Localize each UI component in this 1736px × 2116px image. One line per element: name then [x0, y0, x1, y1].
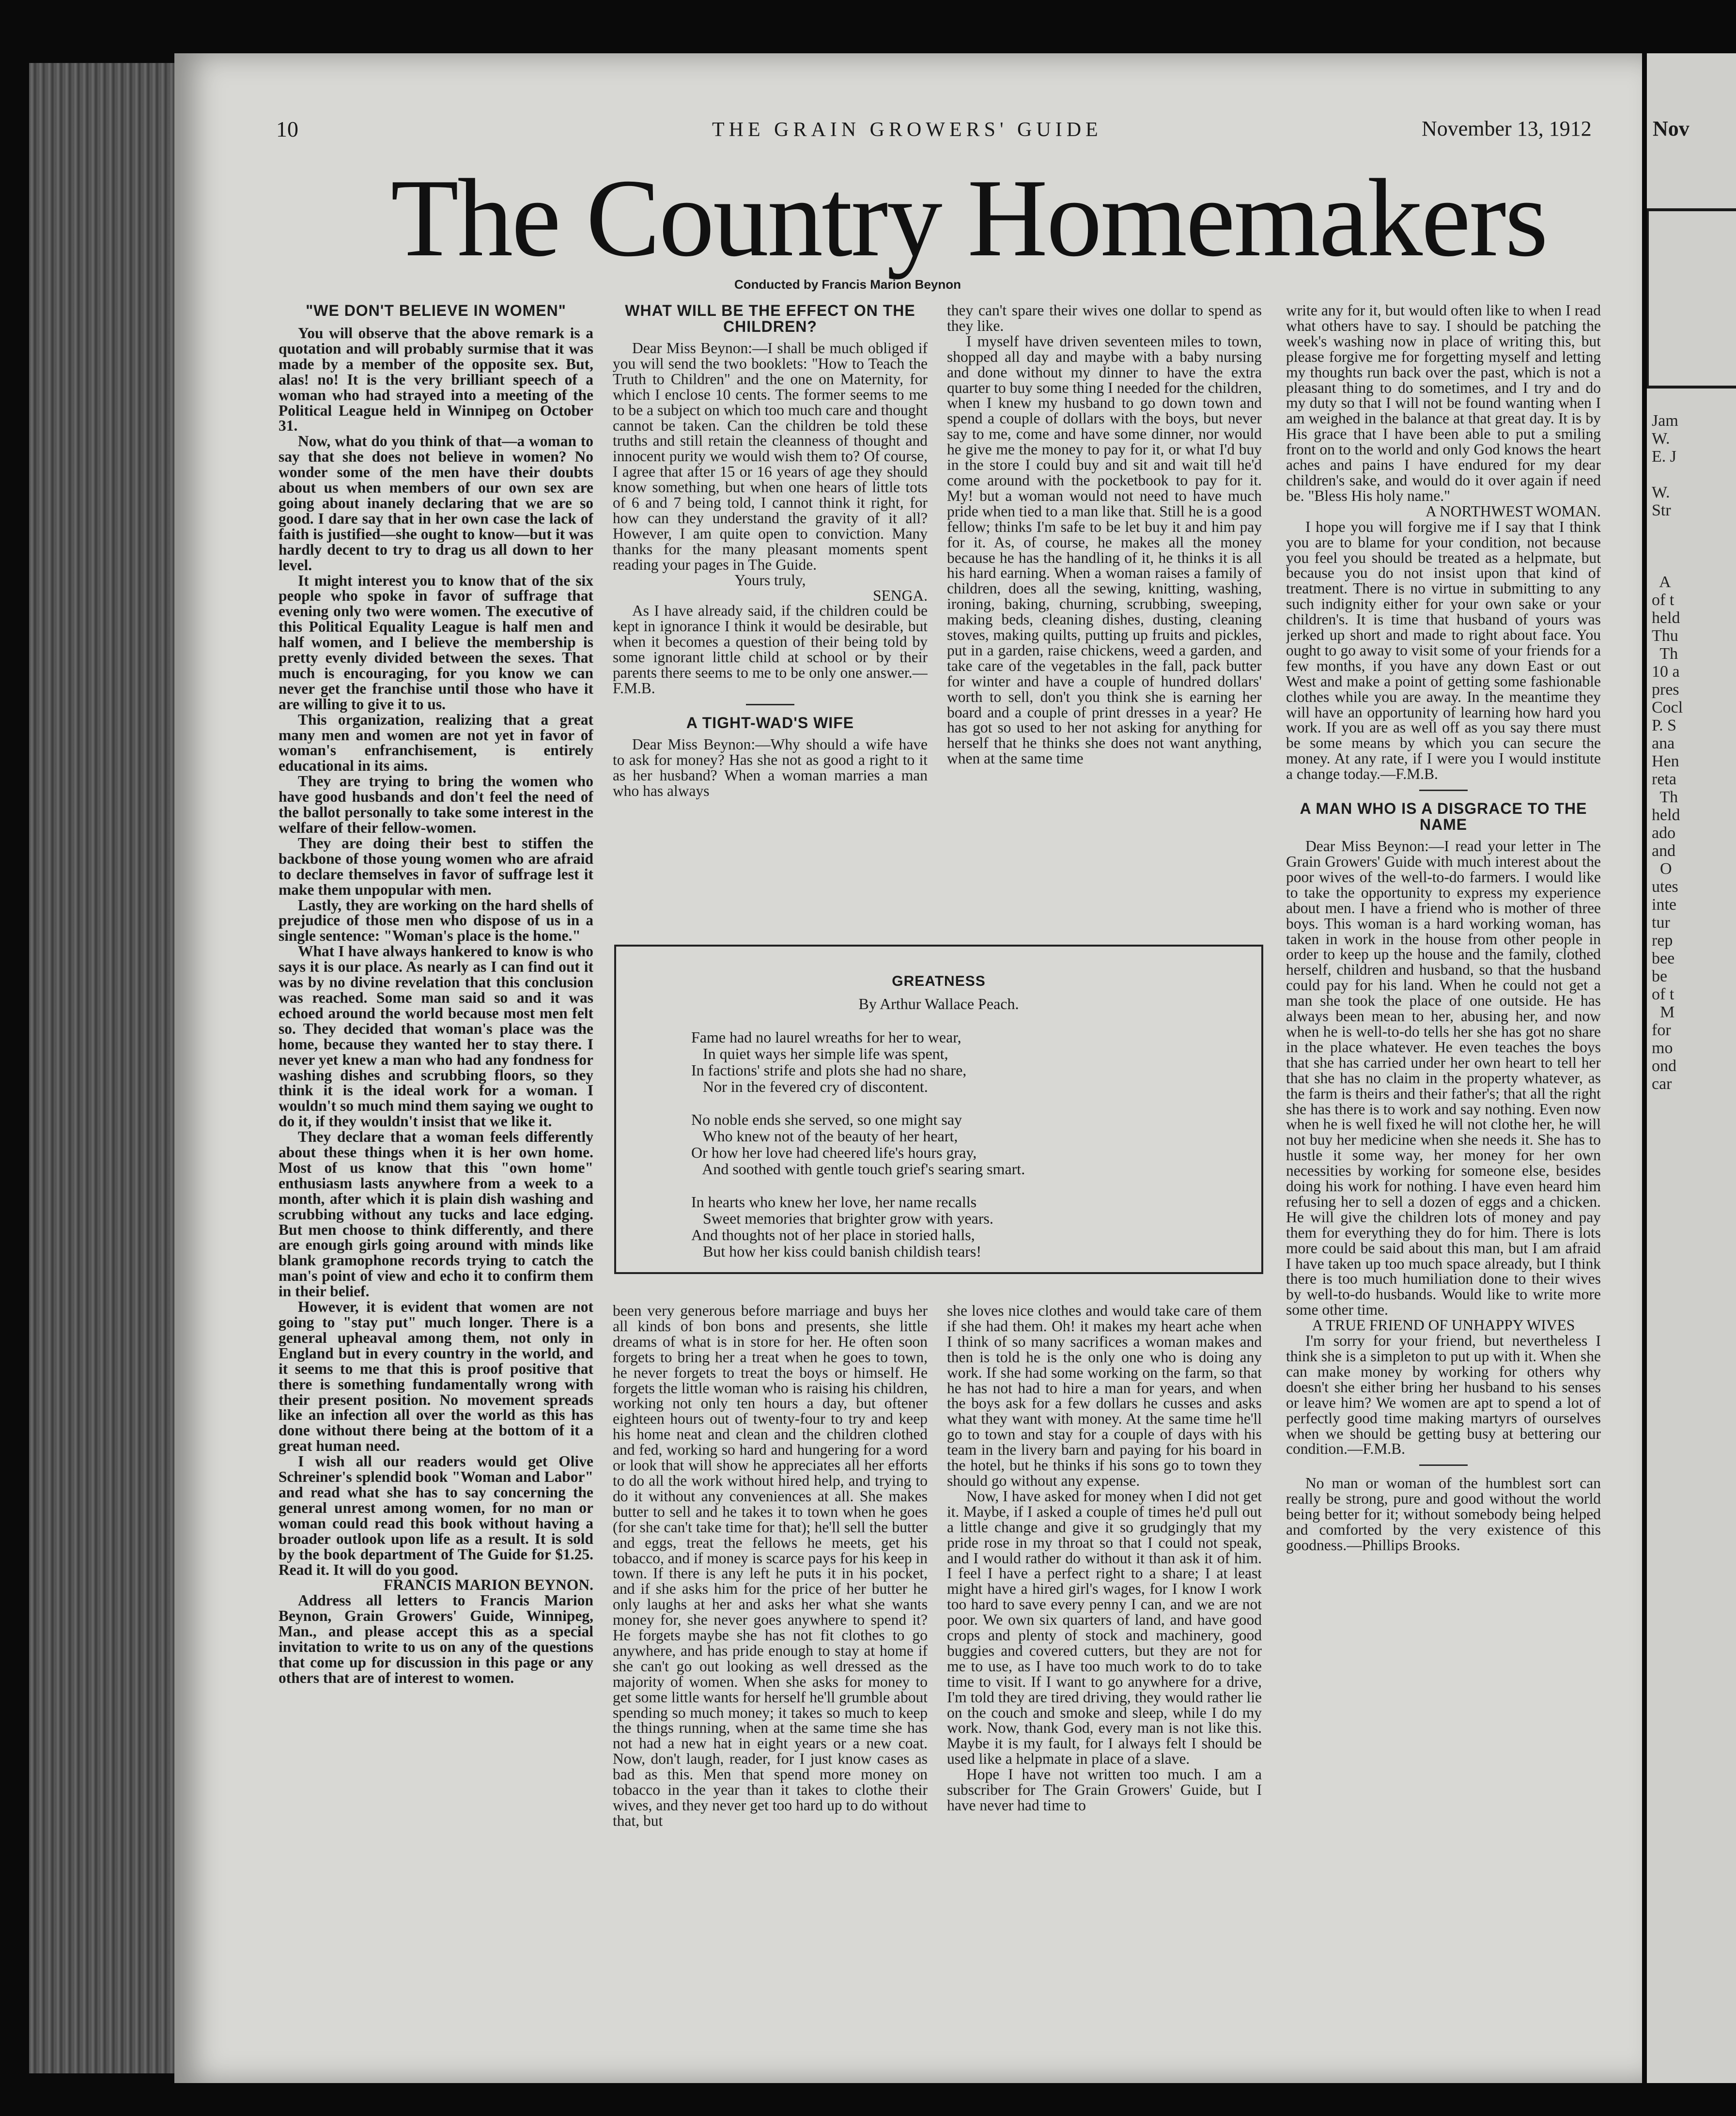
column-1 — [279, 303, 593, 1930]
poem-stanza — [691, 1111, 1234, 1177]
poem-line: And thoughts not of her place in storied halls, — [691, 1226, 975, 1244]
paragraph: What I have always hankered to know is who says it is our place. As nearly as I can find out it was by no divine revelation that this conclusion was reached. Some man said so and it was echoed around the world because most men felt so. They decided that woman's place was the home, because they wanted her to stay there. I never yet knew a man who had any fondness for washing dishes and scrubbing floors, so they think it is the ideal work for a woman. I wouldn't so much mind them saying we ought to do it, if they wouldn't insist that we like it. — [279, 943, 593, 1130]
facing-page-edge — [1647, 53, 1736, 2083]
paper-name: THE GRAIN GROWERS' GUIDE — [712, 119, 1102, 141]
signature: FRANCIS MARION BEYNON. — [383, 1576, 593, 1594]
article-heading: A MAN WHO IS A DISGRACE TO THE NAME — [1300, 800, 1587, 834]
letter-closing: Yours truly, — [734, 571, 806, 589]
letter-body: write any for it, but would often like to when I read what others have to say. I should be patching the week's washing now in place of writing this, but please forgive me for forgetting myself and letting my thoughts run back over the past, which is not a pleasant thing to do sometimes, and I try and do my duty so that I will not be found wanting when I am weighed in the balance at that great day. It is by His grace that I have been able to put a smiling front on to the world and only God knows the heart aches and pains I have endured for my dear children's sake, and would do it over again if need be. "Bless His holy name." — [1286, 303, 1601, 504]
column-3-bottom — [947, 1303, 1262, 1947]
byline: Conducted by Francis Marion Beynon — [734, 277, 961, 292]
poem-body — [691, 1029, 1234, 1276]
poem-author: By Arthur Wallace Peach. — [858, 995, 1019, 1012]
poem-line: In quiet ways her simple life was spent, — [691, 1045, 948, 1062]
divider — [1419, 1464, 1468, 1466]
editor-reply: I hope you will forgive me if I say that I think you are to blame for your condition, not because you feel you should be treated as a helpmate, but because you do not insist upon that kind of treatment. There is no virtue in submitting to any such indignity either for your own sake or your children's. It is time that husband of yours was jerked up short and made to right about face. You ought to go away to visit some of your friends for a few months, if you have any down East or out West and make a point of getting some fashionable clothes while you are away. In the meantime they will have an opportunity of learning how hard you work. If you are as well off as you say there must be some means by which you can secure the money. At any rate, if I were you I would institute a change today.—F.M.B. — [1286, 518, 1601, 783]
editor-reply: As I have already said, if the children could be kept in ignorance I think it would be desirable, but when it becomes a question of their being told by some ignorant little child at school or by their parents there seems to me to be only one answer.—F.M.B. — [613, 602, 928, 697]
letter-signature: A TRUE FRIEND OF UNHAPPY WIVES — [1312, 1317, 1575, 1334]
divider — [746, 704, 794, 705]
poem-stanza — [691, 1029, 1234, 1095]
poem-stanza — [691, 1194, 1234, 1260]
paragraph: I wish all our readers would get Olive Schreiner's splendid book "Woman and Labor" and read what she has to say concerning the general unrest among women, for no man or woman could read this book without having a broader outlook upon life as a result. It is sold by the book department of The Guide for $1.25. Read it. It will do you good. — [279, 1453, 593, 1578]
poem-line: But how her kiss could banish childish tears! — [691, 1243, 982, 1260]
column-2-bottom — [613, 1303, 928, 1947]
column-2-top — [613, 303, 928, 923]
letter-body: I myself have driven seventeen miles to town, shopped all day and maybe with a baby nursing and done without my dinner to have the extra quarter to buy some thing I needed for the children, when I knew my husband to go down town and spend a couple of dollars with the boys, but never say to me, come and have some dinner, nor would he give me the money to pay for it, or what I'd buy in the store I could buy and sit and wait till he'd come around with the pocketbook to pay for it. My! but a woman would not need to have much pride when tied to a man like that. Still he is a good fellow; thinks I'm safe to be let buy it and him pay for it. As, of course, he makes all the money because he has the handling of it, he thinks it is all his hard earning. When a woman raises a family of children, does all the sewing, knitting, washing, ironing, baking, churning, scrubbing, sweeping, making beds, cleaning dishes, dusting, cleaning stoves, making quilts, putting up fruits and pickles, put in a garden, raise chickens, weed a garden, and take care of the vegetables in the fall, pack butter for winter and have a couple of hundred dollars' worth to sell, don't you think she is earning her board and a couple of print dresses in a year? He has got so used to her not asking for anything for herself that he thinks she does not want anything, when at the same time — [947, 332, 1262, 767]
poem-line: Fame had no laurel wreaths for her to wear, — [691, 1028, 961, 1046]
poem-line: Nor in the fevered cry of discontent. — [691, 1078, 928, 1095]
poem-line: No noble ends she served, so one might say — [691, 1111, 962, 1128]
poem-line: Or how her love had cheered life's hours gray, — [691, 1144, 977, 1161]
poem-line: And soothed with gentle touch grief's searing smart. — [691, 1160, 1025, 1178]
column-4 — [1286, 303, 1601, 1950]
column-3-top — [947, 303, 1262, 923]
paragraph: It might interest you to know that of the six people who spoke in favor of suffrage that evening only two were women. The executive of this Political Equality League is half men and half women, and I believe the membership is pretty evenly divided between the sexes. That much is encouraging, for you know we can never get the franchise until those who have it are willing to give it to us. — [279, 572, 593, 713]
letter-body: they can't spare their wives one dollar to spend as they like. — [947, 303, 1262, 334]
poem-line: Sweet memories that brighter grow with years. — [691, 1210, 993, 1227]
page-title: The Country Homemakers — [390, 156, 1547, 280]
letter-body: Hope I have not written too much. I am a subscriber for The Grain Growers' Guide, but I have never had time to — [947, 1766, 1262, 1814]
poem-title: GREATNESS — [892, 973, 986, 989]
paragraph: They are doing their best to stiffen the backbone of those young women who are afraid to declare themselves in favor of suffrage lest it make them unpopular with men. — [279, 834, 593, 898]
facing-page-header: Nov — [1653, 117, 1690, 140]
letter-signature: A NORTHWEST WOMAN. — [1426, 502, 1601, 520]
book-binding-edge — [29, 63, 174, 2073]
editor-reply: I'm sorry for your friend, but nevertheless I think she is a simpleton to put up with it. When she can make money by working for others why doesn't she either bring her husband to his senses or leave him? We women are apt to spend a lot of perfectly good time making martyrs of ourselves when we should be getting busy at bettering our condition.—F.M.B. — [1286, 1332, 1601, 1458]
paragraph: They are trying to bring the women who have good husbands and don't feel the need of the ballot personally to take some interest in the welfare of their fellow-women. — [279, 773, 593, 836]
letter-signature: SENGA. — [873, 587, 928, 604]
letter-body: Dear Miss Beynon:—I shall be much obliged if you will send the two booklets: "How to Teach the Truth to Children" and the one on Maternity, for which I enclose 10 cents. The former seems to me to be a subject on which too much care and thought cannot be taken. Can the children be told these truths and still retain the cleanness of thought and innocent purity we would wish them to? Of course, I agree that after 15 or 16 years of age they should know something, but when one hears of little tots of 6 and 7 being told, I cannot think it right, for how can they understand the gravity of it all? However, I am quite open to conviction. Many thanks for the many pleasant moments spent reading your pages in The Guide. — [613, 340, 928, 573]
divider — [1419, 790, 1468, 791]
facing-page-text: Jam W. E. J W. Str A of t held Thu Th 10 a pres Cocl P. S ana Hen reta Th held ado and O utes inte tur rep bee be of t M for mo ond car — [1652, 412, 1683, 1093]
letter-body: been very generous before marriage and buys her all kinds of bon bons and presents, she little dreams of what is in store for her. He often soon forgets to bring her a treat when he goes to town, he never forgets to treat the boys or himself. He forgets the little woman who is raising his children, working not only ten hours a day, but oftener eighteen hours out of twenty-four to try and keep his home neat and clean and the children clothed and fed, working so hard and hungering for a word or look that will show he appreciates all her efforts to do all the work without hired help, and trying to do it without any conveniences at all. She makes butter to sell and he takes it to town when he goes (for she can't take time for that); he'll sell the butter and eggs, treat the fellows he meets, get his tobacco, and if money is scarce pays for his keep in town. If there is any left he puts it in his pocket, and if she asks him for the price of her butter he only laughs at her and asks her what she wants money for, she never goes anywhere to spend it? He forgets maybe she has not fit clothes to go anywhere, and has pride enough to stay at home if she can't go out looking as well dressed as the majority of women. When she asks for money to get some little wants for herself he'll grumble about spending so much money; it takes so much to keep the things running, when at the same time she has not had a new hat in eight years or a new coat. Now, don't laugh, reader, for I just know cases as bad as this. Men that spend more money on tobacco in the year than it takes to clothe their wives, and they never get too hard up to do without that, but — [613, 1303, 928, 1829]
poem-line: In factions' strife and plots she had no share, — [691, 1061, 967, 1079]
letter-body: Now, I have asked for money when I did not get it. Maybe, if I asked a couple of times he'd pull out a little change and give it so grudgingly that my pride rose in my throat so that I could not speak, and I would rather do without it than ask it of him. I feel I have a perfect right to a share; I at least might have a hired girl's wages, for I know I work too hard to save every penny I can, and we are not poor. We own six quarters of land, and have good crops and plenty of stock and machinery, good buggies and covered cutters, but they are not for me to use, as I have too much work to do to take time to visit. If I want to go anywhere for a drive, I'm told they are tired driving, they would rather lie on the couch and smoke and sleep, while I do my work. Now, thank God, every man is not like this. Maybe it is my fault, for I always felt I should be used like a helpmate in place of a slave. — [947, 1487, 1262, 1768]
poem-box — [614, 945, 1263, 1274]
paragraph: You will observe that the above remark is a quotation and will probably surmise that it was made by a member of the opposite sex. But, alas! no! It is the very brilliant speech of a woman who had strayed into a meeting of the Political League held in Winnipeg on October 31. — [279, 325, 593, 435]
article-heading: "WE DON'T BELIEVE IN WOMEN" — [306, 303, 566, 319]
facing-page-box — [1647, 208, 1736, 389]
poem-line: Who knew not of the beauty of her heart, — [691, 1127, 958, 1145]
quote: No man or woman of the humblest sort can really be strong, pure and good without the world being better for it; without somebody being helped and comforted by the very existence of this goodness.—Phillips Brooks. — [1286, 1475, 1601, 1554]
page-number: 10 — [276, 117, 298, 141]
letter-body: Dear Miss Beynon:—Why should a wife have to ask for money? Has she not as good a right to it as her husband? When a woman marries a man who has always — [613, 735, 928, 799]
letter-body: she loves nice clothes and would take care of them if she had them. Oh! it makes my heart ache when I think of so many sacrifices a woman makes and then is told he is the only one who is doing any work. If she had some working on the farm, so that he has not had to hire a man for years, and when the boys ask for a few dollars he cusses and asks what they want with money. At the same time he'll go to town and stay for a couple of days with his team in the livery barn and paying for his board in the hotel, but he thinks if his sons go to town they should go without any expense. — [947, 1303, 1262, 1489]
article-heading: WHAT WILL BE THE EFFECT ON THE CHILDREN? — [625, 303, 915, 335]
paragraph: Now, what do you think of that—a woman to say that she does not believe in women? No wonder some of the men have their doubts about us when members of our own sex are going about inanely declaring that we are so good. I dare say that in her own case the lack of faith is justified—she ought to know—but it was hardly decent to try to drag us all down to her level. — [279, 433, 593, 574]
article-heading: A TIGHT-WAD'S WIFE — [686, 714, 854, 731]
paragraph: This organization, realizing that a great many men and women are not yet in favor of woman's enfranchisement, is entirely educational in its aims. — [279, 711, 593, 775]
letter-body: Dear Miss Beynon:—I read your letter in The Grain Growers' Guide with much interest about the poor wives of the well-to-do farmers. I would like to take the opportunity to express my experience about men. I have a friend who is mother of three boys. This woman is a hard working woman, has taken in work in the house from other people in order to keep up the house and the family, clothed herself, children and husband, so that the husband could pay for his land. When he could not get a man she took the place of one outside. He has always been mean to her, abusing her, and now when he is well-to-do tells her she has got no share in the place whatever. He even teaches the boys that she has carried under her own heart to tell her that she has no claim in the property whatever, as the farm is theirs and their father's; that all the right she has there is to work and say nothing. Even now when he is well fixed he will not clothe her, he will not buy her medicine when she needs it. She has to hustle it some way, her money for her own necessities by working for someone else, besides doing his work for nothing. I have even heard him refusing her to sell a dozen of eggs and a chicken. He will give the children lots of money and pay them for everything they do for him. There is lots more could be said about this man, but I am afraid I have taken up too much space already, but I think there is too much humiliation done to their wives by well-to-do husbands. Would like to write more some other time. — [1286, 838, 1601, 1319]
paragraph: Lastly, they are working on the hard shells of prejudice of those men who dispose of us in a single sentence: "Woman's place is the home." — [279, 896, 593, 945]
paragraph: However, it is evident that women are not going to "stay put" much longer. There is a general upheaval among them, not only in England but in every country in the world, and it seems to me that this is proof positive that there is something fundamentally wrong with their present position. No movement spreads like an infection all over the world as this has done without there being at the bottom of it a great human need. — [279, 1298, 593, 1455]
issue-date: November 13, 1912 — [1422, 117, 1592, 140]
address-note: Address all letters to Francis Marion Beynon, Grain Growers' Guide, Winnipeg, Man., and please accept this as a special invitation to write to us on any of the questions that come up for discussion in this page or any others that are of interest to women. — [279, 1592, 593, 1686]
poem-line: In hearts who knew her love, her name recalls — [691, 1193, 977, 1211]
paragraph: They declare that a woman feels differently about these things when it is her own home. Most of us know that this "own home" enthusiasm lasts anywhere from a week to a month, after which it is plain dish washing and scrubbing without any tucks and lace edging. But men choose to think differently, and there are enough girls going around with minds like blank gramophone records trying to catch the man's point of view and echo it to confirm them in their belief. — [279, 1128, 593, 1300]
